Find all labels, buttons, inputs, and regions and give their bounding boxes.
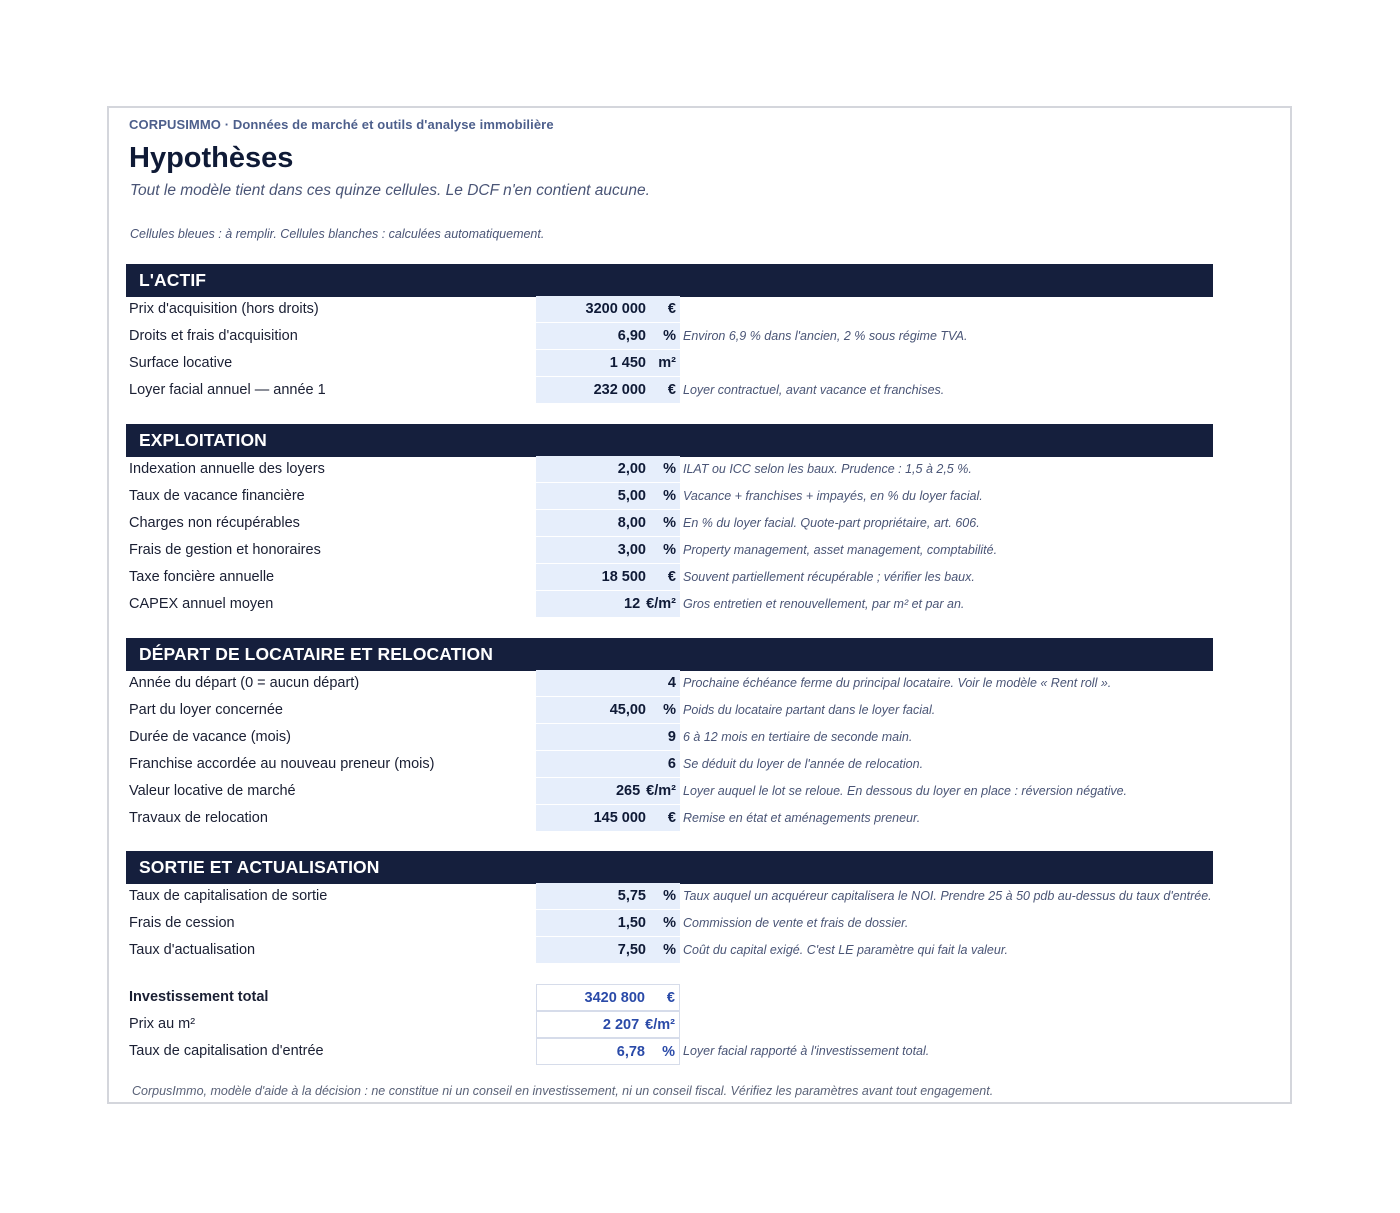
cell-value: 18 500 [601, 569, 646, 585]
assumptions-sheet [107, 106, 1292, 1104]
row-note: Commission de vente et frais de dossier. [683, 916, 909, 930]
row-note: Loyer contractuel, avant vacance et franchises. [683, 383, 945, 397]
cell-value: 4 [667, 675, 676, 691]
cell-unit: % [663, 542, 676, 558]
row-label: Frais de cession [129, 915, 235, 931]
row-label: Taux de capitalisation d'entrée [129, 1043, 324, 1059]
row-label: Frais de gestion et honoraires [129, 542, 321, 558]
cell-value: 6,90 [617, 328, 646, 344]
row-note: Environ 6,9 % dans l'ancien, 2 % sous régime TVA. [683, 329, 968, 343]
input-cell[interactable] [536, 323, 680, 350]
row-label: Franchise accordée au nouveau preneur (mois) [129, 756, 435, 772]
input-cell[interactable] [536, 377, 680, 404]
cell-unit: m² [658, 355, 676, 371]
section-header-actif: L'ACTIF [126, 264, 1213, 297]
cell-unit: € [667, 810, 676, 826]
cell-legend: Cellules bleues : à remplir. Cellules blanches : calculées automatiquement. [130, 227, 545, 241]
assumption-row [109, 883, 1292, 910]
assumption-row [109, 697, 1292, 724]
row-label: Part du loyer concernée [129, 702, 283, 718]
assumption-row [109, 483, 1292, 510]
cell-unit: % [662, 1043, 675, 1060]
row-note: Loyer auquel le lot se reloue. En dessous du loyer en place : réversion négative. [683, 784, 1128, 798]
cell-value: 3,00 [617, 542, 646, 558]
cell-value: 7,50 [617, 942, 646, 958]
cell-unit: €/m² [646, 596, 676, 612]
row-note: Property management, asset management, comptabilité. [683, 543, 998, 557]
cell-unit: % [663, 515, 676, 531]
section-header-sortie: SORTIE ET ACTUALISATION [126, 851, 1213, 884]
row-note: Prochaine échéance ferme du principal locataire. Voir le modèle « Rent roll ». [683, 676, 1112, 690]
row-label: Année du départ (0 = aucun départ) [129, 675, 360, 691]
computed-cell [536, 984, 680, 1011]
cell-value: 1 450 [609, 355, 646, 371]
assumption-row [109, 591, 1292, 618]
row-label: CAPEX annuel moyen [129, 596, 274, 612]
cell-unit: % [663, 942, 676, 958]
row-note: Se déduit du loyer de l'année de relocation. [683, 757, 924, 771]
cell-value: 45,00 [609, 702, 646, 718]
cell-unit: € [667, 382, 676, 398]
input-cell[interactable] [536, 591, 680, 618]
assumption-row [109, 510, 1292, 537]
assumption-row [109, 805, 1292, 832]
cell-value: 2,00 [617, 461, 646, 477]
row-note: Souvent partiellement récupérable ; vérifier les baux. [683, 570, 975, 584]
page-title: Hypothèses [129, 142, 294, 174]
row-note: 6 à 12 mois en tertiaire de seconde main. [683, 730, 913, 744]
cell-unit: € [666, 989, 675, 1006]
cell-unit: € [667, 301, 676, 317]
cell-value: 9 [667, 729, 676, 745]
computed-row [109, 1011, 1292, 1038]
row-label: Droits et frais d'acquisition [129, 328, 298, 344]
input-cell[interactable] [536, 296, 680, 323]
row-note: Poids du locataire partant dans le loyer facial. [683, 703, 936, 717]
cell-value: 6,78 [616, 1043, 645, 1060]
cell-value: 2 207 [602, 1016, 640, 1033]
input-cell[interactable] [536, 456, 680, 483]
input-cell[interactable] [536, 564, 680, 591]
row-label: Taux d'actualisation [129, 942, 256, 958]
assumption-row [109, 670, 1292, 697]
row-label: Taxe foncière annuelle [129, 569, 275, 585]
input-cell[interactable] [536, 883, 680, 910]
row-label: Taux de capitalisation de sortie [129, 888, 328, 904]
row-label: Charges non récupérables [129, 515, 300, 531]
cell-unit: % [663, 888, 676, 904]
section-header-exploitation: EXPLOITATION [126, 424, 1213, 457]
cell-value: 6 [667, 756, 676, 772]
row-label: Durée de vacance (mois) [129, 729, 291, 745]
cell-value: 145 000 [593, 810, 646, 826]
assumption-row [109, 296, 1292, 323]
row-note: Loyer facial rapporté à l'investissement total. [683, 1044, 930, 1058]
row-label: Surface locative [129, 355, 233, 371]
disclaimer-footer: CorpusImmo, modèle d'aide à la décision : ne constitue ni un conseil en investissement, ni un conseil fiscal. Vérifiez les paramètres avant tout engagement. [132, 1084, 994, 1098]
cell-unit: % [663, 702, 676, 718]
cell-value: 5,75 [617, 888, 646, 904]
computed-row [109, 1038, 1292, 1065]
assumption-row [109, 910, 1292, 937]
row-label: Prix au m² [129, 1016, 196, 1032]
assumption-row [109, 537, 1292, 564]
input-cell[interactable] [536, 805, 680, 832]
row-note: Vacance + franchises + impayés, en % du loyer facial. [683, 489, 983, 503]
assumption-row [109, 456, 1292, 483]
cell-value: 232 000 [593, 382, 646, 398]
row-label: Valeur locative de marché [129, 783, 296, 799]
row-note: Remise en état et aménagements preneur. [683, 811, 921, 825]
cell-unit: € [667, 569, 676, 585]
assumption-row [109, 350, 1292, 377]
assumption-row [109, 937, 1292, 964]
cell-value: 265 [615, 783, 641, 799]
input-cell[interactable] [536, 350, 680, 377]
input-cell[interactable] [536, 537, 680, 564]
row-note: Taux auquel un acquéreur capitalisera le NOI. Prendre 25 à 50 pdb au-dessus du taux d'entrée. [683, 889, 1212, 903]
cell-unit: % [663, 328, 676, 344]
input-cell[interactable] [536, 778, 680, 805]
row-label: Travaux de relocation [129, 810, 268, 826]
row-label: Taux de vacance financière [129, 488, 305, 504]
cell-value: 12 [624, 596, 641, 612]
computed-cell [536, 1038, 680, 1065]
row-label: Loyer facial annuel — année 1 [129, 382, 326, 398]
input-cell[interactable] [536, 483, 680, 510]
cell-value: 5,00 [617, 488, 646, 504]
brand-line: CORPUSIMMO · Données de marché et outils d'analyse immobilière [129, 117, 554, 132]
assumption-row [109, 323, 1292, 350]
computed-row [109, 984, 1292, 1011]
input-cell[interactable] [536, 724, 680, 751]
cell-unit: % [663, 488, 676, 504]
row-label: Prix d'acquisition (hors droits) [129, 301, 319, 317]
input-cell[interactable] [536, 697, 680, 724]
cell-unit: €/m² [645, 1016, 675, 1033]
row-note: En % du loyer facial. Quote-part propriétaire, art. 606. [683, 516, 980, 530]
assumption-row [109, 377, 1292, 404]
cell-value: 1,50 [617, 915, 646, 931]
cell-value: 3200 000 [585, 301, 646, 317]
row-note: Gros entretien et renouvellement, par m² et par an. [683, 597, 965, 611]
input-cell[interactable] [536, 670, 680, 697]
input-cell[interactable] [536, 510, 680, 537]
section-header-relocation: DÉPART DE LOCATAIRE ET RELOCATION [126, 638, 1213, 671]
assumption-row [109, 778, 1292, 805]
row-label: Investissement total [129, 989, 269, 1005]
row-note: Coût du capital exigé. C'est LE paramètre qui fait la valeur. [683, 943, 1009, 957]
row-note: ILAT ou ICC selon les baux. Prudence : 1,5 à 2,5 %. [683, 462, 972, 476]
cell-unit: % [663, 461, 676, 477]
assumption-row [109, 564, 1292, 591]
cell-value: 8,00 [617, 515, 646, 531]
input-cell[interactable] [536, 751, 680, 778]
assumption-row [109, 751, 1292, 778]
cell-unit: % [663, 915, 676, 931]
cell-unit: €/m² [646, 783, 676, 799]
computed-cell [536, 1011, 680, 1038]
input-cell[interactable] [536, 937, 680, 964]
assumption-row [109, 724, 1292, 751]
input-cell[interactable] [536, 910, 680, 937]
row-label: Indexation annuelle des loyers [129, 461, 325, 477]
cell-value: 3420 800 [584, 989, 645, 1006]
page-subtitle: Tout le modèle tient dans ces quinze cellules. Le DCF n'en contient aucune. [130, 182, 650, 199]
